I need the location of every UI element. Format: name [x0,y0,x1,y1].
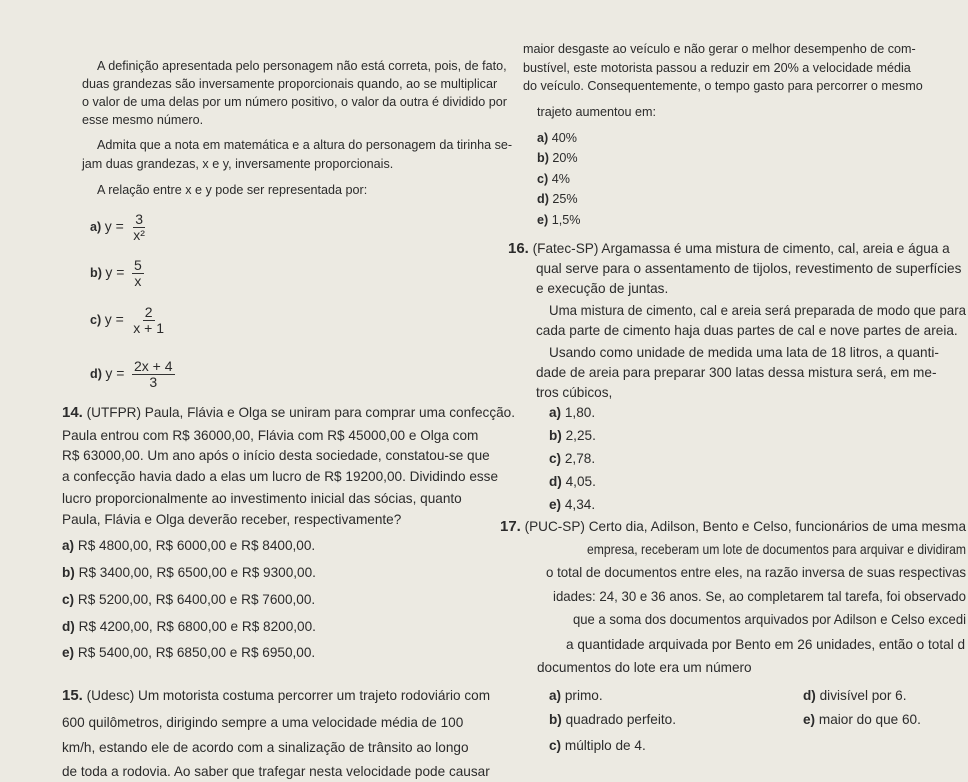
option-text: múltiplo de 4. [564,738,646,753]
q14-option-e [62,645,315,660]
formula-fraction [132,359,175,390]
option-letter: a) [537,131,549,145]
option-letter: a) [549,405,562,420]
q14-line-6: Paula, Flávia e Olga deverão receber, respectivamente? [62,512,402,527]
fraction-numerator: 3 [135,211,144,228]
formula-fraction [132,258,144,289]
option-text: 40% [551,131,577,145]
q16-line-7: dade de areia para preparar 300 latas dessa mistura será, em me- [536,365,937,380]
q17-number: 17. [500,518,521,535]
q14-line-5: lucro proporcionalmente ao investimento inicial das sócias, quanto [62,491,462,506]
q16-line-8: tros cúbicos, [536,385,613,400]
q16-option-e [549,497,595,512]
intro-line-2: duas grandezas são inversamente proporcionais quando, ao se multiplicar [82,77,498,91]
q17-line-7: documentos do lote era um número [537,660,752,675]
formula-fraction [131,212,147,243]
fraction-numerator: 2x + 4 [133,358,173,375]
intro-line-4: esse mesmo número. [82,113,204,127]
q15-option-d [537,192,578,207]
q17-option-d [803,688,907,703]
q17-option-b [549,712,676,727]
option-text: R$ 4200,00, R$ 6800,00 e R$ 8200,00. [78,619,316,634]
q16-option-d [549,474,596,489]
q16-line-4: Uma mistura de cimento, cal e areia será preparada de modo que para [549,303,966,318]
option-letter: d) [90,367,102,381]
option-letter: d) [549,474,562,489]
q16-option-a [549,405,595,420]
option-text: 25% [552,192,578,206]
fraction-numerator: 5 [133,257,142,274]
formula-lhs: y = [105,264,125,280]
option-text: 20% [552,151,578,165]
option-letter: a) [549,688,562,703]
option-letter: a) [90,220,102,234]
option-text: R$ 5400,00, R$ 6850,00 e R$ 6950,00. [77,645,316,660]
q15-cont-line-4: trajeto aumentou em: [537,105,657,119]
formula-option-a [90,210,147,243]
intro-line-5: Admita que a nota em matemática e a altura do personagem da tirinha se- [97,138,513,152]
option-letter: c) [537,172,549,186]
intro-line-1: A definição apresentada pelo personagem não está correta, pois, de fato, [97,59,507,73]
q14-line-1 [62,405,515,420]
q14-option-b [62,565,316,580]
q17-line-1 [500,519,966,534]
option-text: R$ 5200,00, R$ 6400,00 e R$ 7600,00. [77,592,316,607]
q14-option-d [62,619,316,634]
q14-option-a [62,538,315,553]
q17-option-e [803,712,921,727]
q16-line-3: e execução de juntas. [536,281,669,296]
q15-option-c [537,172,570,187]
option-text: 4% [551,172,570,186]
q15-cont-line-1: maior desgaste ao veículo e não gerar o melhor desempenho de com- [523,42,916,56]
q15-text-1: (Udesc) Um motorista costuma percorrer um trajeto rodoviário com [86,688,491,703]
q16-line-5: cada parte de cimento haja duas partes de cal e nove partes de areia. [536,323,958,338]
q16-line-6: Usando como unidade de medida uma lata de 18 litros, a quanti- [549,345,939,360]
q16-text-1: (Fatec-SP) Argamassa é uma mistura de cimento, cal, areia e água a [532,241,950,256]
formula-fraction [131,305,166,336]
option-text: maior do que 60. [818,712,921,727]
option-text: 2,25. [565,428,596,443]
option-letter: c) [62,592,75,607]
option-text: 1,5% [551,213,581,227]
q17-option-c [549,738,646,753]
formula-lhs: y = [104,311,124,327]
option-letter: b) [537,151,549,165]
q14-number: 14. [62,404,83,421]
option-letter: c) [549,451,562,466]
q16-option-b [549,428,596,443]
q17-line-4: idades: 24, 30 e 36 anos. Se, ao completarem tal tarefa, foi observado [553,589,966,604]
intro-line-3: o valor de uma delas por um número positivo, o valor da outra é dividido por [82,95,507,109]
q15-line-1 [62,688,490,703]
formula-option-c [90,303,166,336]
q15-option-a [537,131,577,146]
q16-number: 16. [508,240,529,257]
option-letter: c) [90,313,102,327]
option-letter: e) [803,712,816,727]
option-text: R$ 3400,00, R$ 6500,00 e R$ 9300,00. [78,565,316,580]
option-letter: b) [549,712,562,727]
q14-line-3: R$ 63000,00. Um ano após o início desta sociedade, constatou-se que [62,448,490,463]
q15-line-4: de toda a rodovia. Ao saber que trafegar nesta velocidade pode causar [62,764,490,779]
q17-line-2: empresa, receberam um lote de documentos para arquivar e dividiram [587,542,966,557]
q15-cont-line-3: do veículo. Consequentemente, o tempo gasto para percorrer o mesmo [523,79,923,93]
option-text: R$ 4800,00, R$ 6000,00 e R$ 8400,00. [77,538,316,553]
formula-lhs: y = [105,365,125,381]
option-letter: b) [90,266,102,280]
option-letter: e) [549,497,562,512]
intro-line-7: A relação entre x e y pode ser representada por: [97,183,368,197]
option-text: 1,80. [564,405,596,420]
option-text: quadrado perfeito. [565,712,676,727]
option-letter: e) [62,645,75,660]
q17-option-a [549,688,603,703]
q17-line-3: o total de documentos entre eles, na razão inversa de suas respectivas [546,565,966,580]
option-letter: d) [62,619,75,634]
option-letter: b) [62,565,75,580]
option-text: divisível por 6. [819,688,907,703]
q17-line-5: que a soma dos documentos arquivados por Adilson e Celso excedi [573,612,966,627]
option-letter: d) [803,688,816,703]
fraction-numerator: 2 [144,304,153,321]
q14-option-c [62,592,315,607]
fraction-denominator: x + 1 [133,320,165,337]
q15-line-3: km/h, estando ele de acordo com a sinalização de trânsito ao longo [62,740,469,755]
option-text: 2,78. [564,451,596,466]
option-letter: b) [549,428,562,443]
q14-text-1: (UTFPR) Paula, Flávia e Olga se uniram para comprar uma confecção. [86,405,516,420]
fraction-denominator: 3 [149,374,158,391]
q15-number: 15. [62,687,83,704]
q15-option-e [537,213,580,228]
option-letter: a) [62,538,75,553]
formula-lhs: y = [104,218,124,234]
q15-line-2: 600 quilômetros, dirigindo sempre a uma velocidade média de 100 [62,715,464,730]
q15-cont-line-2: bustível, este motorista passou a reduzir em 20% a velocidade média [523,61,911,75]
option-letter: d) [537,192,549,206]
option-letter: e) [537,213,549,227]
q16-line-2: qual serve para o assentamento de tijolos, revestimento de superfícies [536,261,962,276]
q16-option-c [549,451,595,466]
option-text: 4,05. [565,474,596,489]
option-text: primo. [564,688,603,703]
q16-line-1 [508,241,950,256]
q14-line-2: Paula entrou com R$ 36000,00, Flávia com R$ 45000,00 e Olga com [62,428,479,443]
fraction-denominator: x [134,273,142,290]
option-letter: c) [549,738,562,753]
q17-text-1: (PUC-SP) Certo dia, Adilson, Bento e Celso, funcionários de uma mesma [524,519,966,534]
q15-option-b [537,151,578,166]
intro-line-6: jam duas grandezas, x e y, inversamente proporcionais. [82,157,394,171]
formula-option-d [90,357,175,390]
q17-line-6: a quantidade arquivada por Bento em 26 unidades, então o total d [566,637,966,652]
q14-line-4: a confecção havia dado a elas um lucro de R$ 19200,00. Dividindo esse [62,469,499,484]
formula-option-b [90,256,144,289]
fraction-denominator: x² [133,227,145,244]
option-text: 4,34. [564,497,596,512]
